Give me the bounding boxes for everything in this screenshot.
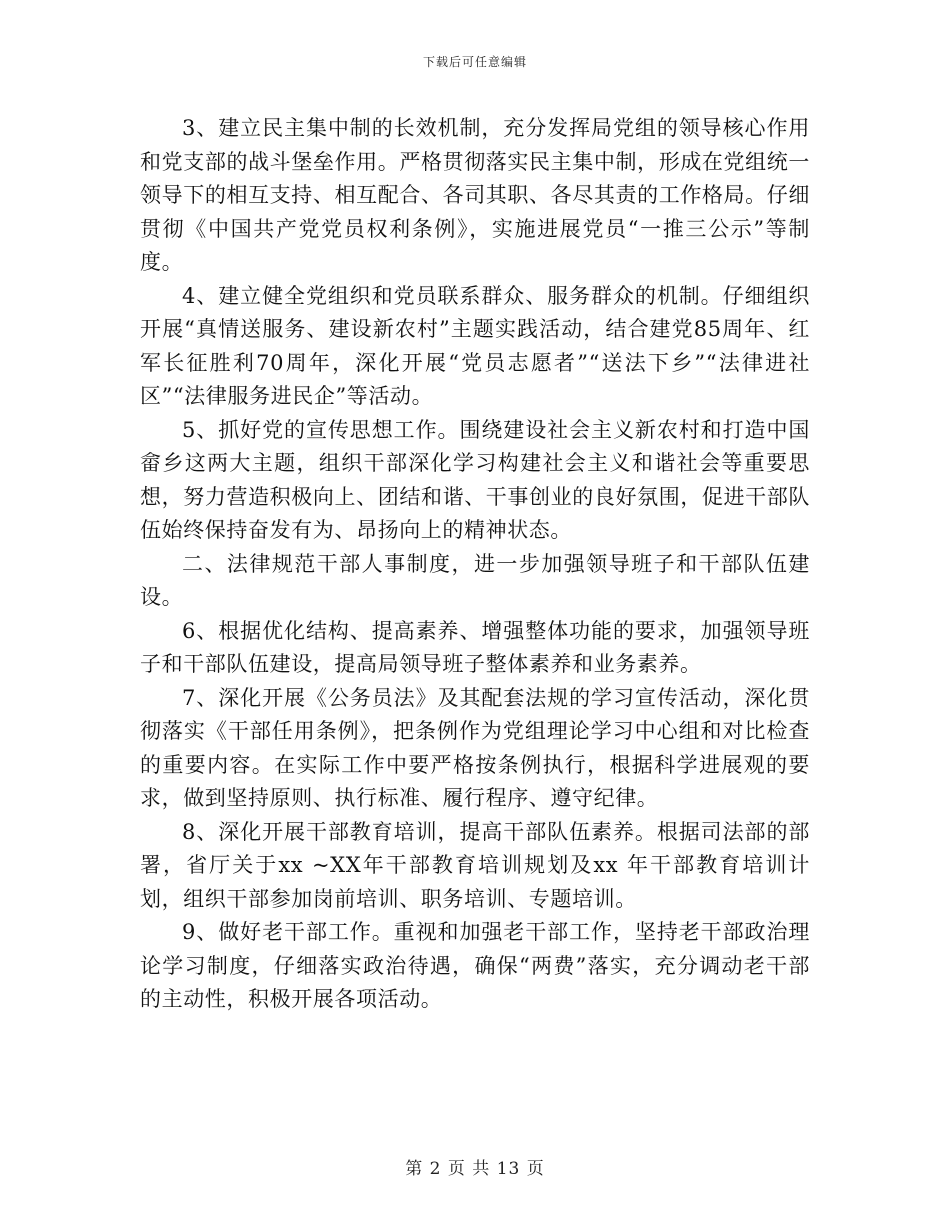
paragraph-item-4: 4、建立健全党组织和党员联系群众、服务群众的机制。仔细组织开展“真情送服务、建设新农村”主题实践活动，结合建党85周年、红军长征胜利70周年，深化开展“党员志愿者”“送法下乡”“法律进社区”“法律服务进民企”等活动。 (140, 283, 810, 408)
section-heading-2: 二、法律规范干部人事制度，进一步加强领导班子和干部队伍建设。 (140, 551, 810, 609)
paragraph-item-8: 8、深化开展干部教育培训，提高干部队伍素养。根据司法部的部署，省厅关于xx ~XX年干部教育培训规划及xx 年干部教育培训计划，组织干部参加岗前培训、职务培训、专题培训。 (140, 819, 810, 911)
paragraph-item-7: 7、深化开展《公务员法》及其配套法规的学习宣传活动，深化贯彻落实《干部任用条例》，把条例作为党组理论学习中心组和对比检查的重要内容。在实际工作中要严格按条例执行，根据科学进展观的要求，做到坚持原则、执行标准、履行程序、遵守纪律。 (140, 685, 810, 810)
paragraph-item-6: 6、根据优化结构、提高素养、增强整体功能的要求，加强领导班子和干部队伍建设，提高局领导班子整体素养和业务素养。 (140, 618, 810, 676)
paragraph-item-5: 5、抓好党的宣传思想工作。围绕建设社会主义新农村和打造中国畲乡这两大主题，组织干部深化学习构建社会主义和谐社会等重要思想，努力营造积极向上、团结和谐、干事创业的良好氛围，促进干部队伍始终保持奋发有为、昂扬向上的精神状态。 (140, 417, 810, 542)
paragraph-item-3: 3、建立民主集中制的长效机制，充分发挥局党组的领导核心作用和党支部的战斗堡垒作用。严格贯彻落实民主集中制，形成在党组统一领导下的相互支持、相互配合、各司其职、各尽其责的工作格局。仔细贯彻《中国共产党党员权利条例》，实施进展党员“一推三公示”等制度。 (140, 116, 810, 274)
page-number: 第 2 页 共 13 页 (405, 1159, 545, 1179)
paragraph-item-9: 9、做好老干部工作。重视和加强老干部工作，坚持老干部政治理论学习制度，仔细落实政治待遇，确保“两费”落实，充分调动老干部的主动性，积极开展各项活动。 (140, 920, 810, 1011)
document-body (140, 112, 810, 1017)
page-header: 下载后可任意编辑 (422, 55, 527, 69)
